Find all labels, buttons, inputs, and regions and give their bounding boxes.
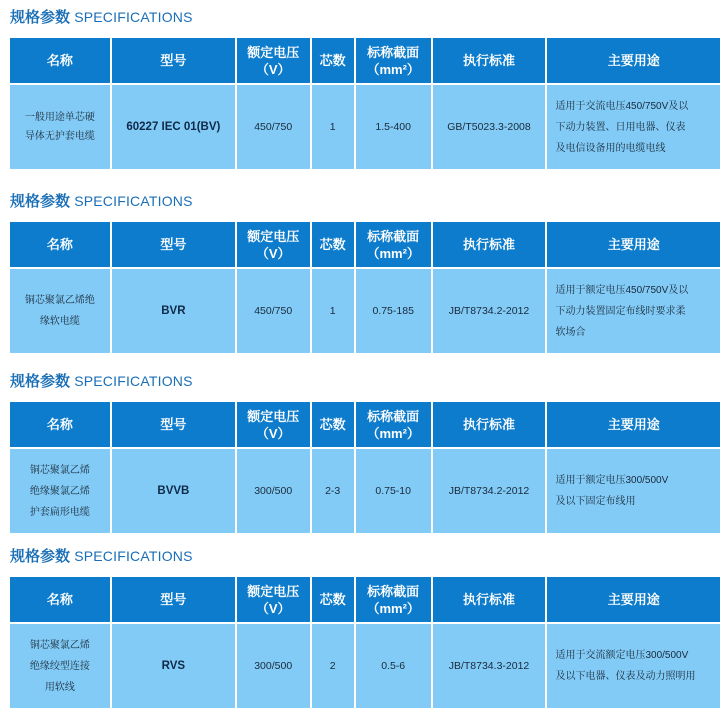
section-title-en: SPECIFICATIONS: [74, 373, 193, 389]
section-title-en: SPECIFICATIONS: [74, 193, 193, 209]
table-row: [10, 624, 720, 708]
header-section: 标称截面 （mm²）: [356, 222, 431, 267]
section-title: [10, 190, 193, 212]
section-title-en: SPECIFICATIONS: [74, 548, 193, 564]
cell-section: 0.5-6: [356, 624, 431, 708]
header-voltage: 额定电压 （V）: [237, 222, 310, 267]
header-standard: 执行标准: [433, 577, 546, 622]
header-voltage: 额定电压 （V）: [237, 402, 310, 447]
cell-section: 1.5-400: [356, 85, 431, 169]
header-usage: 主要用途: [547, 222, 720, 267]
table-header-row: [10, 222, 720, 267]
header-name: 名称: [10, 38, 110, 83]
table-header-row: [10, 38, 720, 83]
header-model: 型号: [112, 222, 235, 267]
header-cores: 芯数: [312, 222, 354, 267]
header-cores: 芯数: [312, 402, 354, 447]
spec-table: [8, 575, 722, 710]
cell-cores: 1: [312, 269, 354, 353]
spec-table: [8, 400, 722, 535]
cell-name: 铜芯聚氯乙烯 绝缘绞型连接 用软线: [10, 624, 110, 708]
cell-standard: JB/T8734.2-2012: [433, 269, 546, 353]
cell-usage: 适用于交流电压450/750V及以 下动力装置、日用电器、仪表 及电信设备用的电缆电线: [547, 85, 720, 169]
cell-cores: 2: [312, 624, 354, 708]
header-usage: 主要用途: [547, 402, 720, 447]
header-section: 标称截面 （mm²）: [356, 402, 431, 447]
header-usage: 主要用途: [547, 577, 720, 622]
table-row: [10, 449, 720, 533]
cell-name: 铜芯聚氯乙烯 绝缘聚氯乙烯 护套扁形电缆: [10, 449, 110, 533]
cell-voltage: 300/500: [237, 449, 310, 533]
header-cores: 芯数: [312, 38, 354, 83]
cell-standard: GB/T5023.3-2008: [433, 85, 546, 169]
cell-usage: 适用于额定电压300/500V 及以下固定布线用: [547, 449, 720, 533]
cell-section: 0.75-10: [356, 449, 431, 533]
section-title-en: SPECIFICATIONS: [74, 9, 193, 25]
cell-standard: JB/T8734.3-2012: [433, 624, 546, 708]
section-title: [10, 6, 193, 28]
header-model: 型号: [112, 38, 235, 83]
header-usage: 主要用途: [547, 38, 720, 83]
spec-table: [8, 36, 722, 171]
header-name: 名称: [10, 222, 110, 267]
table-row: [10, 85, 720, 169]
table-row: [10, 269, 720, 353]
header-cores: 芯数: [312, 577, 354, 622]
header-name: 名称: [10, 577, 110, 622]
section-title-cn: 规格参数: [10, 9, 71, 26]
cell-voltage: 300/500: [237, 624, 310, 708]
header-model: 型号: [112, 577, 235, 622]
header-standard: 执行标准: [433, 402, 546, 447]
header-name: 名称: [10, 402, 110, 447]
table-header-row: [10, 577, 720, 622]
table-header-row: [10, 402, 720, 447]
cell-usage: 适用于额定电压450/750V及以 下动力装置固定布线时要求柔 软场合: [547, 269, 720, 353]
section-title: [10, 545, 193, 567]
cell-model: BVR: [112, 269, 235, 353]
cell-section: 0.75-185: [356, 269, 431, 353]
cell-model: 60227 IEC 01(BV): [112, 85, 235, 169]
header-section: 标称截面 （mm²）: [356, 577, 431, 622]
section-title: [10, 370, 193, 392]
cell-name: 铜芯聚氯乙烯绝 缘软电缆: [10, 269, 110, 353]
section-title-cn: 规格参数: [10, 548, 71, 565]
cell-usage: 适用于交流额定电压300/500V 及以下电器、仪表及动力照明用: [547, 624, 720, 708]
header-voltage: 额定电压 （V）: [237, 38, 310, 83]
header-standard: 执行标准: [433, 38, 546, 83]
cell-voltage: 450/750: [237, 269, 310, 353]
cell-name: 一般用途单芯硬 导体无护套电缆: [10, 85, 110, 169]
header-voltage: 额定电压 （V）: [237, 577, 310, 622]
header-standard: 执行标准: [433, 222, 546, 267]
header-model: 型号: [112, 402, 235, 447]
cell-cores: 1: [312, 85, 354, 169]
section-title-cn: 规格参数: [10, 193, 71, 210]
section-title-cn: 规格参数: [10, 373, 71, 390]
header-section: 标称截面 （mm²）: [356, 38, 431, 83]
cell-standard: JB/T8734.2-2012: [433, 449, 546, 533]
cell-model: RVS: [112, 624, 235, 708]
cell-voltage: 450/750: [237, 85, 310, 169]
cell-cores: 2-3: [312, 449, 354, 533]
spec-table: [8, 220, 722, 355]
cell-model: BVVB: [112, 449, 235, 533]
